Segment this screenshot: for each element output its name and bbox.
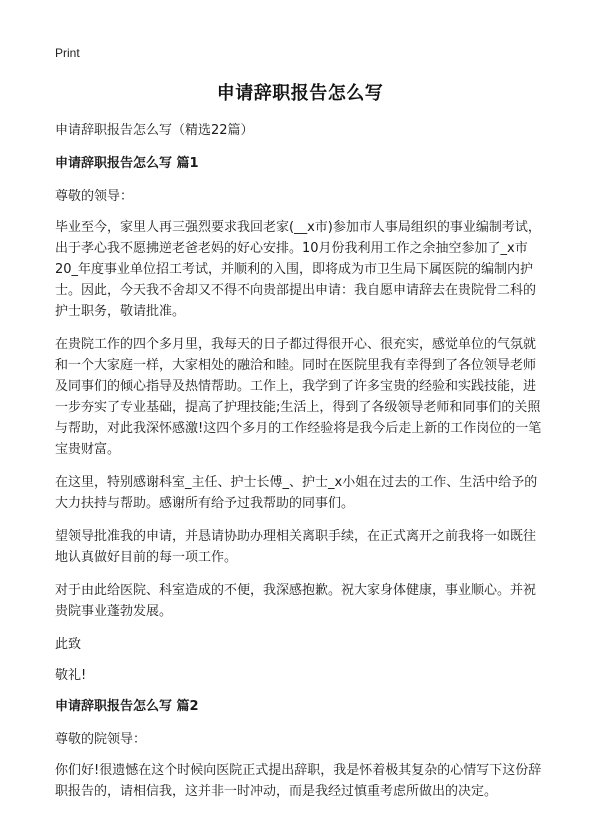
- paragraph: 在贵院工作的四个多月里，我每天的日子都过得很开心、很充实，感觉单位的气氛就和一个大家庭一样，大家相处的融洽和睦。同时在医院里我有幸得到了各位领导老师及同事们的倾心指导及热情帮助。工作上，我学到了许多宝贵的经验和实践技能，进一步夯实了专业基础，提高了护理技能;生活上，得到了各级领导老师和同事们的关照与帮助，对此我深怀感激!这四个多月的工作经验将是我今后走上新的工作岗位的一笔宝贵财富。: [55, 337, 542, 457]
- section-heading: 申请辞职报告怎么写 篇1: [55, 156, 199, 171]
- salutation: 尊敬的院领导：: [55, 732, 147, 747]
- closing-line: 敬礼!: [55, 668, 87, 683]
- paragraph: 你们好!很遗憾在这个时候向医院正式提出辞职，我是怀着极其复杂的心情写下这份辞职报告的，请相信我，这并非一时冲动，而是我经过慎重考虑所做出的决定。: [55, 763, 542, 799]
- paragraph: 对于由此给医院、科室造成的不便，我深感抱歉。祝大家身体健康，事业顺心。并祝贵院事业蓬勃发展。: [55, 583, 537, 619]
- document-title: 申请辞职报告怎么写: [216, 83, 384, 104]
- section-heading: 申请辞职报告怎么写 篇2: [55, 699, 199, 714]
- print-link[interactable]: Print: [55, 46, 80, 60]
- paragraph: 毕业至今，家里人再三强烈要求我回老家(__x市)参加市人事局组织的事业编制考试，出于孝心我不愿拂逆老爸老妈的好心安排。10月份我利用工作之余抽空参加了_x市20_年度事业单位招工考试，并顺利的入围，即将成为市卫生局下属医院的编制内护士。因此，今天我不舍却又不得不向贵部提出申请：我自愿申请辞去在贵院骨二科的护士职务，敬请批准。: [55, 220, 541, 319]
- closing-line: 此致: [55, 637, 82, 652]
- paragraph: 在这里，特别感谢科室_主任、护士长傅_、护士_x小姐在过去的工作、生活中给予的大力扶持与帮助。感谢所有给予过我帮助的同事们。: [55, 475, 538, 511]
- document-body: [55, 120, 547, 814]
- paragraph: 望领导批准我的申请，并恳请协助办理相关离职手续，在正式离开之前我将一如既往地认真做好目前的每一项工作。: [55, 529, 537, 565]
- salutation: 尊敬的领导：: [55, 189, 134, 204]
- document-subtitle: 申请辞职报告怎么写（精选22篇）: [55, 123, 254, 138]
